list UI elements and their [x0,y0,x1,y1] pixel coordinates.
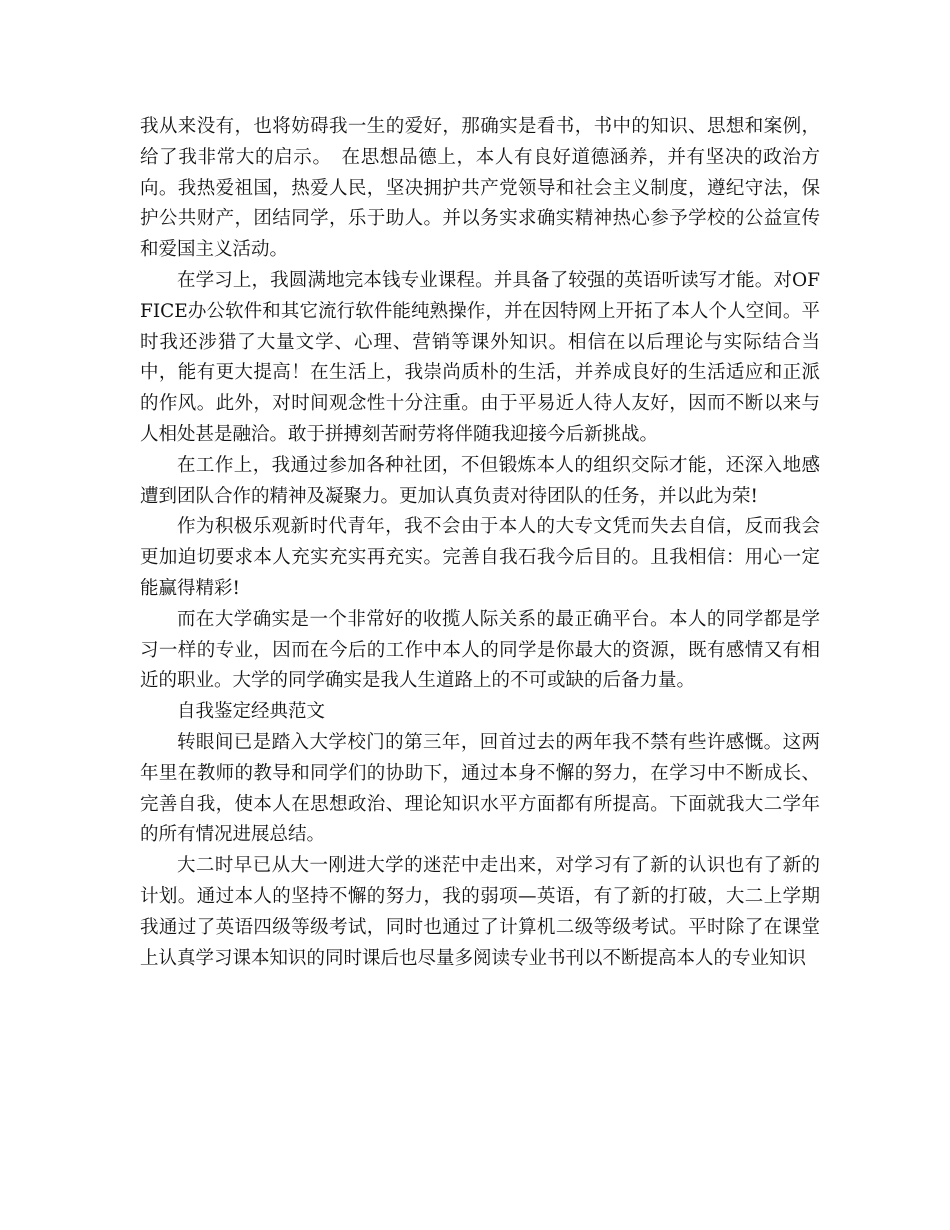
paragraph-2: 在学习上，我圆满地完本钱专业课程。并具备了较强的英语听读写才能。对OFFICE办公软件和其它流行软件能纯熟操作，并在因特网上开拓了本人个人空间。平时我还涉猎了大量文学、心理、营销等课外知识。相信在以后理论与实际结合当中，能有更大提高！在生活上，我崇尚质朴的生活，并养成良好的生活适应和正派的作风。此外，对时间观念性十分注重。由于平易近人待人友好，因而不断以来与人相处甚是融洽。敢于拼搏刻苦耐劳将伴随我迎接今后新挑战。 [140,269,820,445]
paragraph-6: 转眼间已是踏入大学校门的第三年，回首过去的两年我不禁有些许感慨。这两年里在教师的教导和同学们的协助下，通过本身不懈的努力，在学习中不断成长、完善自我，使本人在思想政治、理论知识水平方面都有所提高。下面就我大二学年的所有情况进展总结。 [140,731,820,846]
document-page [140,112,820,974]
paragraph-3: 在工作上，我通过参加各种社团，不但锻炼本人的组织交际才能，还深入地感遭到团队合作的精神及凝聚力。更加认真负责对待团队的任务，并以此为荣! [140,454,820,507]
section-heading: 自我鉴定经典范文 [177,701,326,723]
paragraph-5: 而在大学确实是一个非常好的收揽人际关系的最正确平台。本人的同学都是学习一样的专业，因而在今后的工作中本人的同学是你最大的资源，既有感情又有相近的职业。大学的同学确实是我人生道路上的不可或缺的后备力量。 [140,608,820,692]
paragraph-4: 作为积极乐观新时代青年，我不会由于本人的大专文凭而失去自信，反而我会更加迫切要求本人充实充实再充实。完善自我石我今后目的。且我相信：用心一定能赢得精彩! [140,516,820,599]
paragraph-1: 我从来没有，也将妨碍我一生的爱好，那确实是看书，书中的知识、思想和案例，给了我非常大的启示。 在思想品德上，本人有良好道德涵养，并有坚决的政治方向。我热爱祖国，热爱人民，坚决拥护共产党领导和社会主义制度，遵纪守法，保护公共财产，团结同学，乐于助人。并以务实求确实精神热心参予学校的公益宣传和爱国主义活动。 [140,116,820,261]
paragraph-7: 大二时早已从大一刚进大学的迷茫中走出来，对学习有了新的认识也有了新的计划。通过本人的坚持不懈的努力，我的弱项—英语，有了新的打破，大二上学期我通过了英语四级等级考试，同时也通过了计算机二级等级考试。平时除了在课堂上认真学习课本知识的同时课后也尽量多阅读专业书刊以不断提高本人的专业知识 [140,855,820,969]
